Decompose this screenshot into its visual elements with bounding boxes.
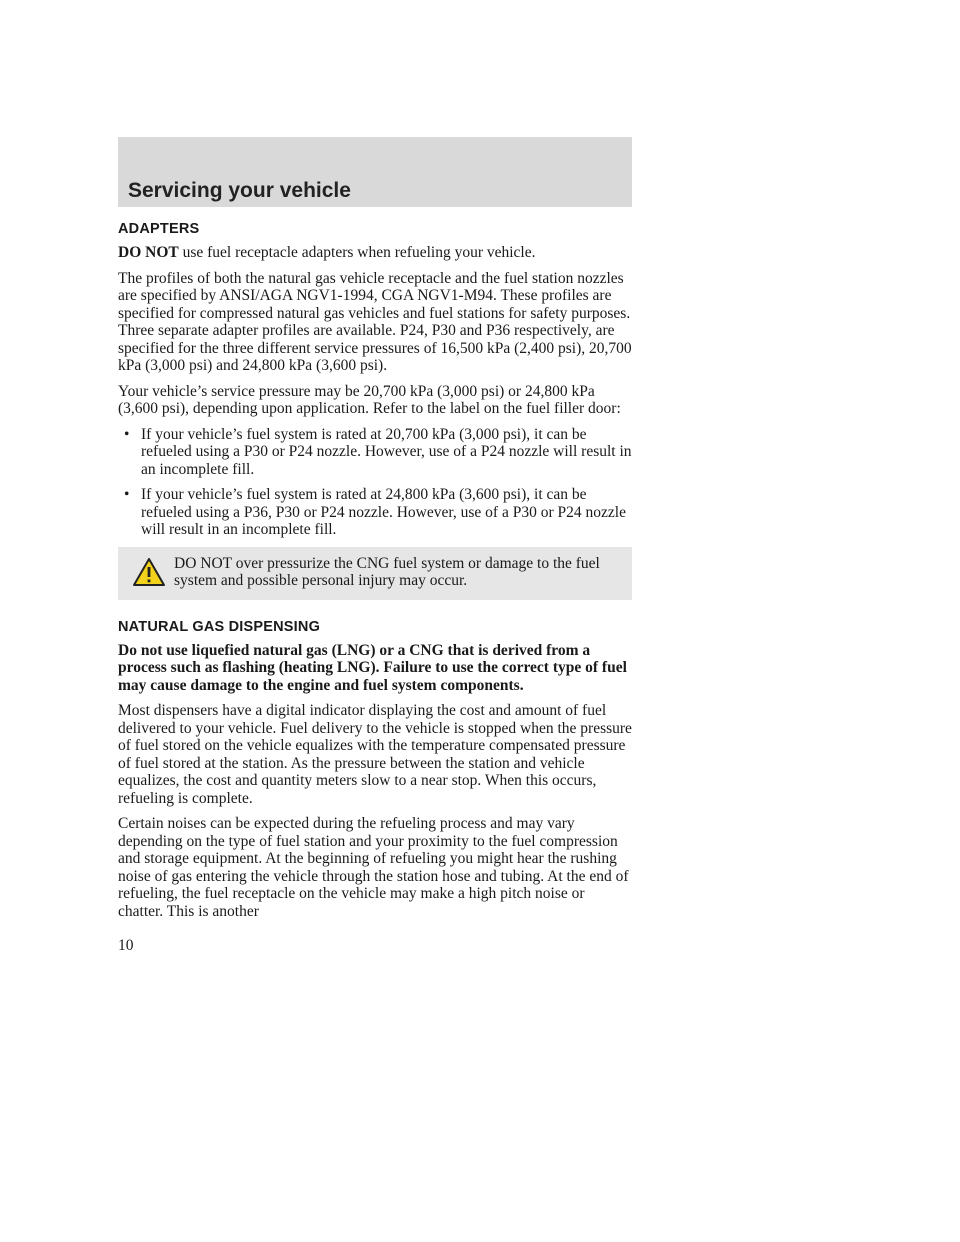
adapters-paragraph-2: Your vehicle’s service pressure may be 20,700 kPa (3,000 psi) or 24,800 kPa (3,600 psi), depending upon application. Refer to the label on the fuel filler door: [118,382,621,417]
dispensing-bold-paragraph: Do not use liquefied natural gas (LNG) or a CNG that is derived from a process such as flashing (heating LNG). Failure to use the correct type of fuel may cause damage to the engine and fuel system components. [118,641,627,694]
dispensing-paragraph-1: Most dispensers have a digital indicator displaying the cost and amount of fuel delivered to your vehicle. Fuel delivery to the vehicle is stopped when the pressure of fuel stored on the vehicle equalizes with the temperature compensated pressure of fuel stored at the station. As the pressure between the station and vehicle equalizes, the cost and quantity meters slow to a near stop. When this occurs, refueling is complete. [118,702,632,807]
bullet-mark: • [124,486,130,503]
warning-text: DO NOT over pressurize the CNG fuel system or damage to the fuel system and possible personal injury may occur. [174,554,600,589]
do-not-text: use fuel receptacle adapters when refueling your vehicle. [182,244,536,261]
dispensing-heading: NATURAL GAS DISPENSING [118,618,321,635]
warning-box [118,547,632,600]
bullet-mark: • [124,425,130,443]
list-item [118,426,632,479]
list-item-text: If your vehicle’s fuel system is rated at 20,700 kPa (3,000 psi), it can be refueled using a P30 or P24 nozzle. However, use of a P24 nozzle will result in an incomplete fill. [141,425,632,478]
warning-triangle-icon [132,557,166,587]
header-band [118,137,632,207]
page-section-title: Servicing your vehicle [128,179,351,202]
adapters-heading: ADAPTERS [118,221,200,237]
do-not-label: DO NOT [118,244,179,261]
adapters-paragraph-1: The profiles of both the natural gas vehicle receptacle and the fuel station nozzles are specified by ANSI/AGA NGV1-1994, CGA NGV1-M94. These profiles are specified for compressed natural gas vehicles and fuel stations for safety purposes. Three separate adapter profiles are available. P24, P30 and P36 respectively, are specified for the three different service pressures of 16,500 kPa (2,400 psi), 20,700 kPa (3,000 psi) and 24,800 kPa (3,600 psi). [118,269,632,374]
list-item-text: If your vehicle’s fuel system is rated at 24,800 kPa (3,600 psi), it can be refueled using a P36, P30 or P24 nozzle. However, use of a P30 or P24 nozzle will result in an incomplete fill. [141,486,626,538]
list-item [118,486,632,539]
page-number: 10 [118,937,134,954]
adapters-do-not-paragraph [118,244,632,262]
page-content [118,220,632,928]
dispensing-paragraph-2: Certain noises can be expected during the refueling process and may vary depending on the type of fuel station and your proximity to the fuel compression and storage equipment. At the beginning of refueling you might hear the rushing noise of gas entering the vehicle through the station hose and tubing. At the end of refueling, the fuel receptacle on the vehicle may make a high pitch noise or chatter. This is another [118,815,629,920]
